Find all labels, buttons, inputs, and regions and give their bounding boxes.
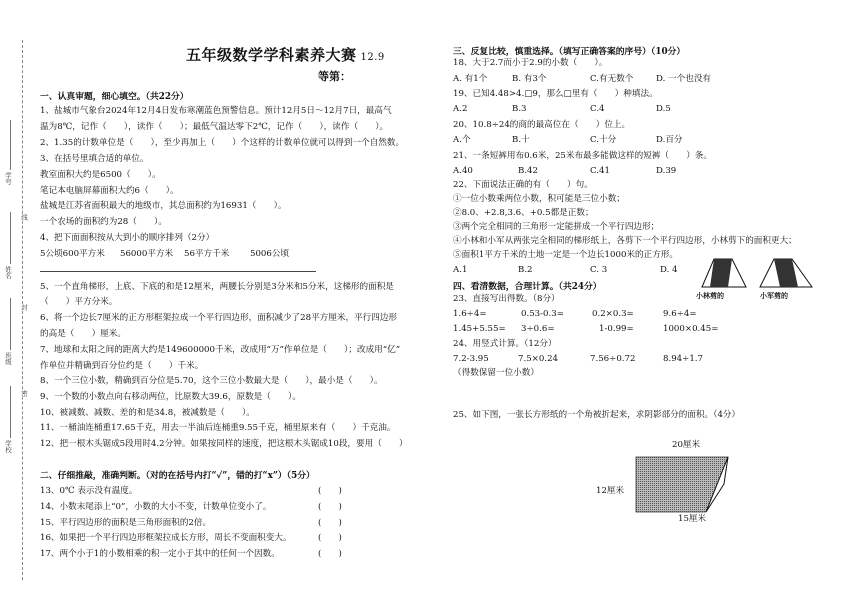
question-7-line-1: 7、地球和太阳之间的距离大约是149600000千米，改成用“万”作单位是（ ）；改成用“亿” [40, 345, 401, 355]
mental-calc-item: 3÷0.6= [521, 324, 555, 334]
title-date: 12.9 [360, 52, 385, 63]
question-3c: 盐城是江苏省面积最大的地级市，其总面积约为16931（ ）。 [40, 201, 287, 211]
side-length-label: 12厘米 [596, 486, 625, 496]
question-18: 18、大于2.7而小于2.9的小数（ ）。 [453, 58, 608, 68]
grade-label: 等第： [318, 70, 351, 83]
bottom-length-label: 15厘米 [678, 514, 707, 524]
question-6-line-1: 6、将一个边长7厘米的正方形框架拉成一个平行四边形，面积减少了28平方厘米，平行四边形 [40, 313, 398, 323]
q20-option-c[interactable]: C.十分 [590, 135, 617, 145]
q22-statement: ⑤面积1平方千米的土地一定是一个边长1000米的正方形。 [453, 250, 678, 260]
mental-calc-item: 9.6÷4= [663, 309, 697, 319]
q21-option-b[interactable]: B.42 [518, 166, 538, 176]
question-7-line-2: 作单位并精确到百分位约是（ ）千米。 [40, 361, 204, 371]
judge-question-17: 17、两个小于1的小数相乘的积一定小于其中的任何一个因数。 [40, 549, 280, 559]
question-4-item: 5公顷600平方米 [40, 249, 105, 259]
q18-option-b[interactable]: B. 有3个 [512, 74, 547, 84]
q22-option-b[interactable]: B.2 [518, 265, 533, 275]
question-4-answer-line[interactable] [40, 271, 316, 272]
question-9: 9、一个数的小数点向右移动两位，比原数大39.6，原数是（ ）。 [40, 392, 301, 402]
page-title [186, 44, 385, 65]
judge-answer-bracket[interactable]: ( ) [318, 533, 342, 543]
question-3b: 笔记本电脑屏幕面积大约6（ ）。 [40, 186, 179, 196]
section-1-title: 一、认真审题，细心填空。（共22分） [40, 92, 189, 102]
class-label: 班级 [4, 352, 12, 365]
q18-option-c[interactable]: C.有无数个 [590, 74, 634, 84]
q19-option-c[interactable]: C.4 [590, 104, 605, 114]
question-20: 20、10.8÷24的商的最高位在（ ）位上。 [453, 120, 631, 130]
mental-calc-item: 1.6÷4= [453, 309, 487, 319]
question-24: 24、用竖式计算。（12分） [453, 339, 557, 349]
seal-char-secret: 密 [20, 390, 28, 397]
vertical-calc-item: 7.5×0.24 [518, 354, 559, 364]
section-2-title: 二、仔细推敲，准确判断。（对的在括号内打“✓”，错的打“x”）（5分） [40, 471, 315, 481]
question-25: 25、如下图，一张长方形纸的一个角被折起来，求阴影部分的面积。（4分） [453, 410, 741, 420]
judge-answer-bracket[interactable]: ( ) [318, 486, 342, 496]
q21-option-a[interactable]: A.40 [453, 166, 473, 176]
student-number-blank[interactable] [10, 120, 11, 170]
question-2: 2、1.35的计数单位是（ ），至少再加上（ ）个这样的计数单位就可以得到一个自然数。 [40, 138, 405, 148]
question-5-line-1: 5、一个直角梯形，上底、下底的和是12厘米，两腰长分别是3分米和5分米，这梯形的面积是 [40, 282, 394, 292]
folded-paper-figure [636, 457, 736, 519]
q19-option-b[interactable]: B.3 [512, 104, 527, 114]
question-6-line-2: 的高是（ ）厘米。 [40, 329, 126, 339]
top-length-label: 20厘米 [672, 440, 701, 450]
question-4-item: 5006公顷 [250, 249, 290, 259]
q19-option-a[interactable]: A.2 [453, 104, 468, 114]
judge-answer-bracket[interactable]: ( ) [318, 549, 342, 559]
q22-statement: ①一位小数乘两位小数，积可能是三位小数； [453, 194, 625, 204]
question-1-line-1: 1、盐城市气象台2024年12月4日发布寒潮蓝色预警信息。预计12月5日～12月7日，最高气 [40, 106, 392, 116]
q18-option-d[interactable]: D. 一个也没有 [656, 74, 712, 84]
class-blank[interactable] [10, 298, 11, 350]
student-number-label: 学号 [4, 172, 12, 185]
student-name-blank[interactable] [10, 212, 11, 264]
question-3a: 教室面积大约是6500（ ）。 [40, 170, 161, 180]
xiaojun-figure-label: 小军剪的 [760, 291, 788, 300]
q24-rounding-note: （得数保留一位小数） [453, 368, 539, 378]
judge-question-16: 16、如果把一个平行四边形框架拉成长方形，周长不变面积变大。 [40, 533, 292, 543]
mental-calc-item: 0.2×0.3= [592, 309, 634, 319]
seal-char-line: 线 [20, 214, 28, 221]
q20-option-d[interactable]: D.百分 [656, 135, 683, 145]
xiaolin-figure-label: 小林剪的 [696, 291, 724, 300]
q18-option-a[interactable]: A. 有1个 [453, 74, 488, 84]
q20-option-b[interactable]: B.十 [512, 135, 530, 145]
shaded-region [636, 457, 728, 512]
question-4: 4、把下面面积按从大到小的顺序排列（2分） [40, 233, 215, 243]
question-12: 12、把一根木头锯成5段用时4.2分钟。如果按同样的速度，把这根木头锯成10段，要用（ ） [40, 439, 408, 449]
student-name-label: 姓名 [4, 266, 12, 279]
question-8: 8、一个三位小数，精确到百分位是5.70，这个三位小数最大是（ ），最小是（ ）。 [40, 376, 383, 386]
judge-question-14: 14、小数末尾添上“0”，小数的大小不变，计数单位变小了。 [40, 502, 272, 512]
vertical-calc-item: 7.2-3.95 [453, 354, 489, 364]
question-3: 3、在括号里填合适的单位。 [40, 154, 149, 164]
question-4-item: 56000平方米 [120, 249, 174, 259]
question-23: 23、直接写出得数。（8分） [453, 294, 560, 304]
mental-calc-item: 1-0.99= [599, 324, 634, 334]
q22-option-a[interactable]: A.1 [453, 265, 468, 275]
q19-option-d[interactable]: D.5 [656, 104, 671, 114]
q21-option-c[interactable]: C.41 [590, 166, 610, 176]
question-22: 22、下面说法正确的有（ ）句。 [453, 180, 593, 190]
school-label: 学校 [4, 440, 12, 453]
mental-calc-item: 1000×0.45= [663, 324, 719, 334]
vertical-calc-item: 7.56÷0.72 [590, 354, 636, 364]
q20-option-a[interactable]: A.个 [453, 135, 471, 145]
judge-answer-bracket[interactable]: ( ) [318, 502, 342, 512]
mental-calc-item: 1.45+5.55= [453, 324, 506, 334]
q22-statement: ④小林和小军从两张完全相同的梯形纸上，各剪下一个平行四边形，小林剪下的面积更大； [453, 236, 797, 246]
judge-question-15: 15、平行四边形的面积是三角形面积的2倍。 [40, 518, 212, 528]
question-1-line-2: 温为8℃，记作（ ），读作（ ）；最低气温达零下2℃，记作（ ），读作（ ）。 [40, 122, 389, 132]
judge-question-13: 13、0℃ 表示没有温度。 [40, 486, 138, 496]
seal-char-seal: 封 [20, 304, 28, 311]
judge-answer-bracket[interactable]: ( ) [318, 518, 342, 528]
question-19: 19、已知4.48>4.□9，那么□里有（ ）种填法。 [453, 89, 658, 99]
q22-option-c[interactable]: C. 3 [590, 265, 608, 275]
q21-option-d[interactable]: D.39 [656, 166, 677, 176]
question-4-item: 56平方千米 [184, 249, 230, 259]
q22-option-d[interactable]: D. 4 [660, 265, 678, 275]
question-11: 11、一桶油连桶重17.65千克，用去一半油后连桶重9.55千克，桶里原来有（ ）千克油。 [40, 423, 396, 433]
section-3-title: 三、反复比较，慎重选择。（填写正确答案的序号）（10分） [453, 47, 686, 57]
question-10: 10、被减数、减数、差的和是34.8，被减数是（ ）。 [40, 408, 255, 418]
mental-calc-item: 0.53-0.3= [521, 309, 564, 319]
school-blank[interactable] [10, 386, 11, 438]
question-5-line-2: （ ）平方分米。 [40, 297, 118, 307]
q22-statement: ③两个完全相同的三角形一定能拼成一个平行四边形； [453, 222, 660, 232]
question-3d: 一个农场的面积约为28（ ）。 [40, 217, 167, 227]
q22-statement: ②8.0、+2.8,3.6、+0.5都是正数； [453, 208, 594, 218]
title-text: 五年级数学学科素养大赛 [186, 46, 357, 64]
trapezoid-figures [688, 255, 818, 293]
section-4-title: 四、看清数据，合理计算。（共24分） [453, 282, 602, 292]
question-21: 21、一条短裤用布0.6米，25米布最多能做这样的短裤（ ）条。 [453, 151, 712, 161]
vertical-calc-item: 8.94÷1.7 [663, 354, 704, 364]
